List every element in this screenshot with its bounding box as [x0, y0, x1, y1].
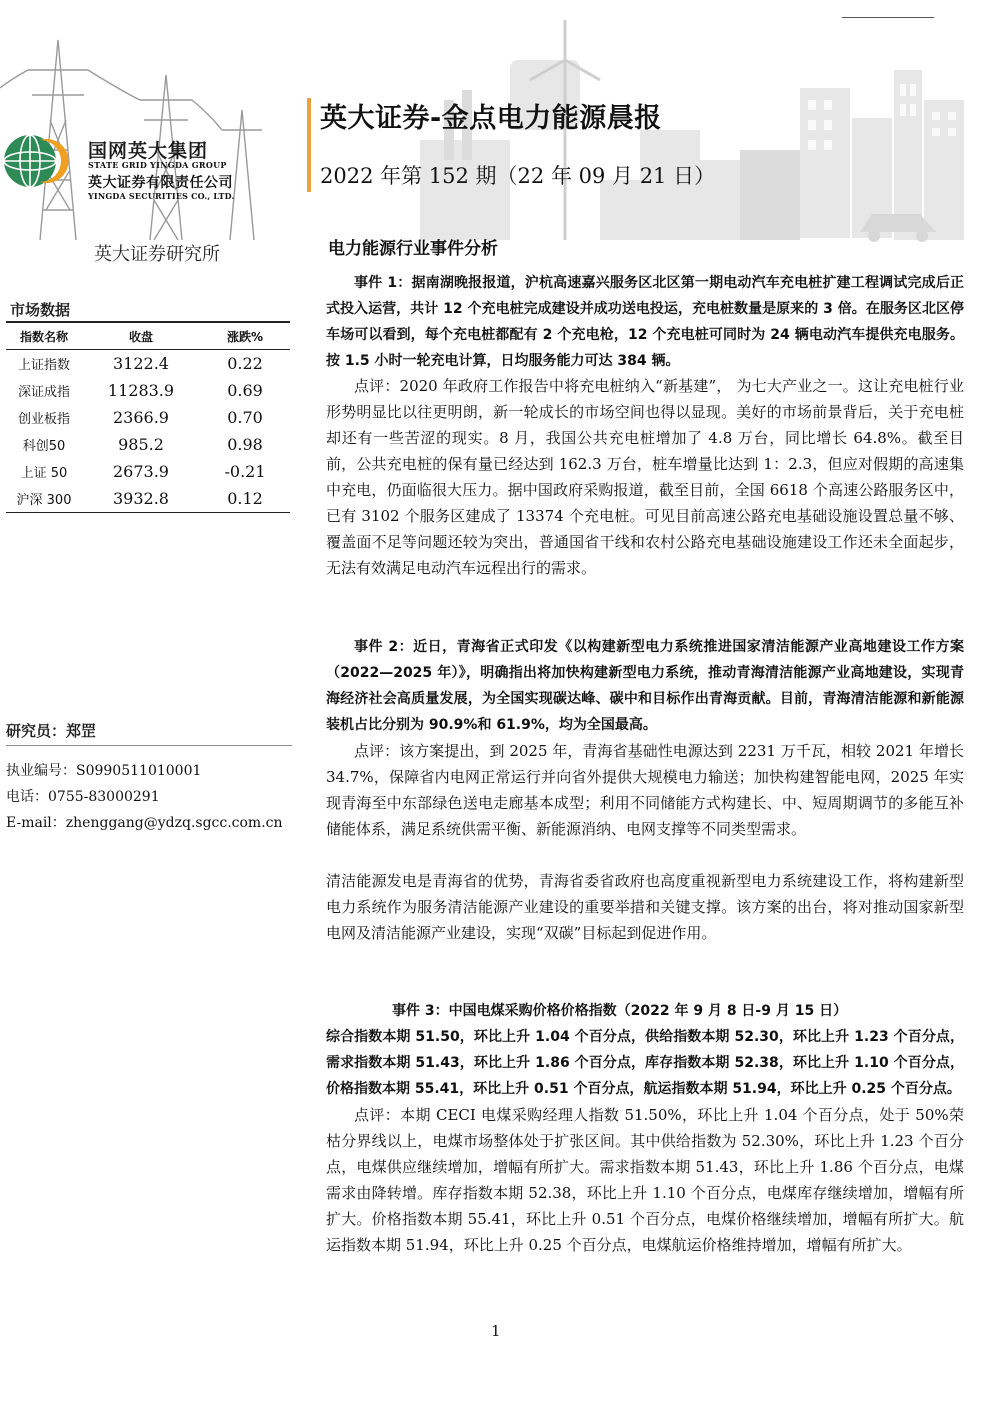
- logo-group-name-en: STATE GRID YINGDA GROUP: [88, 160, 227, 170]
- index-name: 上证 50: [20, 466, 68, 481]
- table-row: [6, 485, 290, 513]
- logo-group-name: 国网英大集团: [88, 140, 209, 162]
- index-close: 985.2: [118, 435, 164, 454]
- report-issue: 2022 年第 152 期（22 年 09 月 21 日）: [320, 164, 716, 188]
- analyst-phone: 电话：0755-83000291: [6, 789, 160, 805]
- event-3-comment: 点评：本期 CECI 电煤采购经理人指数 51.50%，环比上升 1.04 个百分点，处于 50%荣枯分界线以上，电煤市场整体处于扩张区间。其中供给指数为 52.30%，环比上升 1.23 个百分点，电煤供应继续增加，增幅有所扩大。需求指数本期 51.43，环比上升 1.86 个百分点，电煤需求由降转增。库存指数本期 52.38，环比上升 1.10 个百分点，电煤库存继续增加，增幅有所扩大。价格指数本期 55.41，环比上升 0.51 个百分点，电煤价格继续增加，增幅有所扩大。航运指数本期 51.94，环比上升 0.25 个百分点，电煤航运价格维持增加，增幅有所扩大。: [326, 1106, 964, 1254]
- index-change: 0.12: [200, 485, 290, 513]
- event-2-extra: 清洁能源发电是青海省的优势，青海省委省政府也高度重视新型电力系统建设工作，将构建新型电力系统作为服务清洁能源产业建设的重要举措和关键支撑。该方案的出台，将对推动国家新型电网及清洁能源产业建设，实现“双碳”目标起到促进作用。: [326, 872, 964, 942]
- index-name: 创业板指: [17, 412, 70, 427]
- analyst-email: E-mail：zhenggang@ydzq.sgcc.com.cn: [6, 815, 283, 831]
- event-1-headline: 事件 1：据南湖晚报报道，沪杭高速嘉兴服务区北区第一期电动汽车充电桩扩建工程调试完成后正式投入运营，共计 12 个充电桩完成建设并成功送电投运，充电桩数量是原来的 3 倍。在服务区北区停车场可以看到，每个充电桩都配有 2 个充电枪，12 个充电桩可同时为 24 辆电动汽车提供充电服务。按 1.5 小时一轮充电计算，日均服务能力可达 384 辆。: [326, 275, 964, 369]
- index-change: 0.22: [227, 354, 263, 373]
- index-close: 11283.9: [107, 381, 175, 400]
- index-close: 3932.8: [82, 485, 200, 513]
- event-3-headline: 综合指数本期 51.50，环比上升 1.04 个百分点，供给指数本期 52.30，环比上升 1.23 个百分点，需求指数本期 51.43，环比上升 1.86 个百分点，库存指数本期 52.38，环比上升 1.10 个百分点，价格指数本期 55.41，环比上升 0.51 个百分点，航运指数本期 51.94，环比上升 0.25 个百分点。: [326, 1029, 964, 1097]
- index-close: 2366.9: [113, 408, 169, 427]
- analyst-name: 研究员：郑罡: [6, 722, 97, 740]
- index-name: 深证成指: [17, 385, 70, 400]
- table-header-row: [6, 322, 290, 350]
- analyst-divider: [6, 745, 292, 746]
- index-change: 0.70: [227, 408, 263, 427]
- top-rule: [842, 17, 934, 18]
- index-close: 3122.4: [113, 354, 169, 373]
- index-change: 0.98: [227, 435, 263, 454]
- event-3-title: 事件 3：中国电煤采购价格价格指数（2022 年 9 月 8 日-9 月 15 日）: [392, 1003, 848, 1019]
- table-row: [6, 431, 290, 458]
- index-name: 沪深 300: [6, 485, 82, 513]
- logo-company-name: 英大证券有限责任公司: [88, 175, 233, 191]
- index-change: -0.21: [224, 462, 266, 481]
- index-name: 科创50: [22, 439, 66, 454]
- institute-name: 英大证券研究所: [94, 244, 220, 265]
- state-grid-logo-icon: [2, 130, 74, 192]
- column-header-change: 涨跌%: [200, 322, 290, 350]
- title-accent-bar: [307, 98, 311, 192]
- event-2-comment: 点评：该方案提出，到 2025 年，青海省基础性电源达到 2231 万千瓦，相较 2021 年增长 34.7%，保障省内电网正常运行并向省外提供大规模电力输送；加快构建智能电网，2025 年实现青海至中东部绿色送电走廊基本成型；利用不同储能方式构建长、中、短周期调节的多能互补储能体系，满足系统供需平衡、新能源消纳、电网支撑等不同类型需求。: [326, 742, 964, 838]
- column-header-name: 指数名称: [6, 322, 82, 350]
- market-data-table: [6, 321, 290, 513]
- table-row: [6, 377, 290, 404]
- report-title: 英大证券-金点电力能源晨报: [320, 103, 662, 134]
- column-header-close: 收盘: [82, 322, 200, 350]
- section-title: 电力能源行业事件分析: [328, 239, 498, 259]
- index-name: 上证指数: [17, 358, 70, 373]
- index-change: 0.69: [227, 381, 263, 400]
- market-data-title: 市场数据: [10, 301, 71, 319]
- event-1-comment: 点评：2020 年政府工作报告中将充电桩纳入“新基建”， 为七大产业之一。这让充电桩行业形势明显比以往更明朗，新一轮成长的市场空间也得以显现。美好的市场前景背后，关于充电桩却还有一些苦涩的现实。8 月，我国公共充电桩增加了 4.8 万台，同比增长 64.8%。截至目前，公共充电桩的保有量已经达到 162.3 万台，桩车增量比达到 1：2.3，但应对假期的高速集中充电，仍面临很大压力。据中国政府采购报道，截至目前，全国 6618 个高速公路服务区中，已有 3102 个服务区建成了 13374 个充电桩。可见目前高速公路充电基础设施设置总量不够、覆盖面不足等问题还较为突出，普通国省干线和农村公路充电基础设施建设工作还未全面起步，无法有效满足电动汽车远程出行的需求。: [326, 377, 964, 577]
- analyst-license: 执业编号：S0990511010001: [6, 763, 202, 779]
- table-row: [6, 350, 290, 378]
- table-row: [6, 404, 290, 431]
- table-row: [6, 458, 290, 485]
- page-number: 1: [491, 1322, 501, 1340]
- event-2-headline: 事件 2：近日，青海省正式印发《以构建新型电力系统推进国家清洁能源产业高地建设工作方案（2022—2025 年）》，明确指出将加快构建新型电力系统，推动青海清洁能源产业高地建设，实现青海经济社会高质量发展，为全国实现碳达峰、碳中和目标作出青海贡献。目前，青海清洁能源和新能源装机占比分别为 90.9%和 61.9%，均为全国最高。: [326, 639, 964, 733]
- logo-company-name-en: YINGDA SECURITIES CO., LTD.: [88, 191, 235, 201]
- index-close: 2673.9: [113, 462, 169, 481]
